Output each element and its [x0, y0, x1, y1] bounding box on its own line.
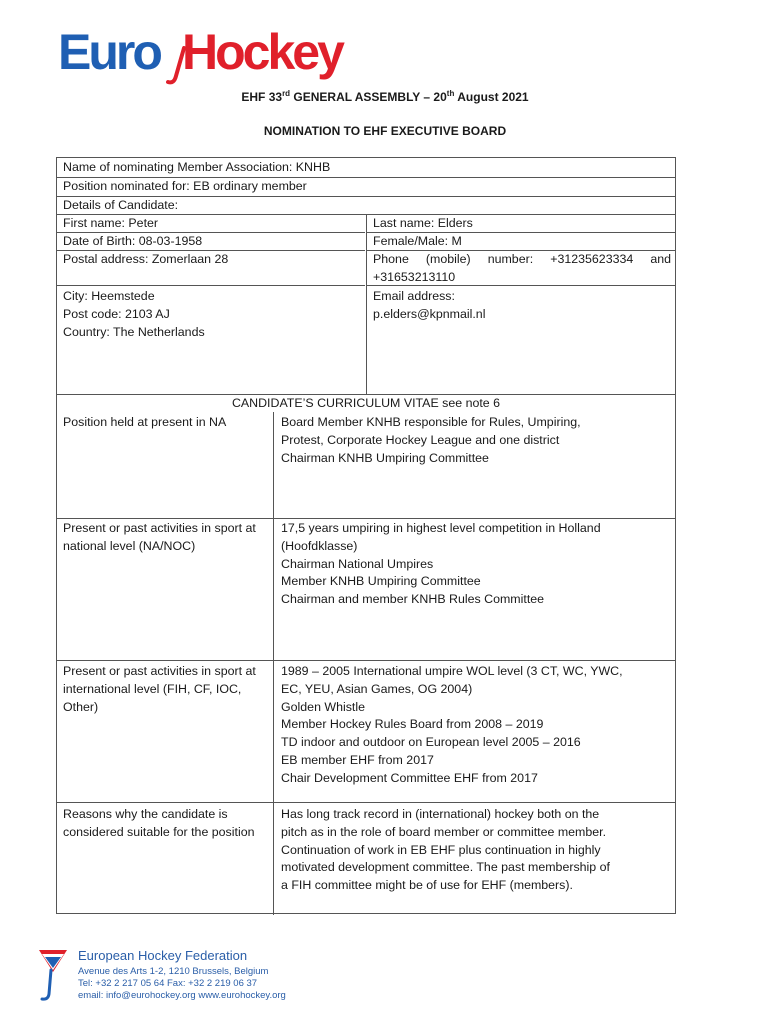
cv-value-reasons: Has long track record in (international) hockey both on the pitch as in the role of board member or committee member. Continuation of work in EB EHF plus continuation in highly motivated development committee. The past membership of a FIH committee might be of use for EHF (members).: [281, 807, 610, 893]
nomination-form: [56, 157, 676, 914]
federation-address: Avenue des Arts 1-2, 1210 Brussels, Belgium: [78, 966, 269, 977]
cv-label-international: Present or past activities in sport at international level (FIH, CF, IOC, Other): [63, 664, 256, 714]
nominating-association: Name of nominating Member Association: KNHB: [63, 160, 331, 174]
cv-title: CANDIDATE’S CURRICULUM VITAE see note 6: [231, 396, 501, 410]
cv-value-present-position: Board Member KNHB responsible for Rules, Umpiring, Protest, Corporate Hockey League and one district Chairman KNHB Umpiring Committee: [281, 415, 581, 465]
last-name: Last name: Elders: [373, 216, 473, 230]
logo-hockey-text: Hockey: [182, 24, 342, 80]
federation-web: email: info@eurohockey.org www.eurohockey.org: [78, 990, 286, 1001]
city: City: Heemstede: [63, 289, 155, 303]
cv-label-present-position: Position held at present in NA: [63, 415, 227, 429]
position-nominated: Position nominated for: EB ordinary member: [63, 179, 307, 193]
email-address: p.elders@kpnmail.nl: [373, 307, 486, 321]
details-label: Details of Candidate:: [63, 198, 179, 212]
federation-name: European Hockey Federation: [78, 948, 248, 963]
cv-value-international: 1989 – 2005 International umpire WOL level (3 CT, WC, YWC, EC, YEU, Asian Games, OG 2004) Golden Whistle Member Hockey Rules Board from 2008 – 2019 TD indoor and outdoor on European level 2005 – 2016 EB member EHF from 2017 Chair Development Committee EHF from 2017: [281, 664, 623, 785]
email-label: Email address:: [373, 289, 455, 303]
country: Country: The Netherlands: [63, 325, 205, 339]
date-of-birth: Date of Birth: 08-03-1958: [63, 234, 203, 248]
cv-label-reasons: Reasons why the candidate is considered suitable for the position: [63, 807, 255, 839]
assembly-heading: EHF 33rd GENERAL ASSEMBLY – 20th August 2021: [241, 89, 529, 104]
logo-euro-text: Euro: [58, 24, 160, 80]
ehf-logo-icon: [36, 946, 70, 1002]
cv-label-national: Present or past activities in sport at national level (NA/NOC): [63, 521, 256, 553]
federation-phone: Tel: +32 2 217 05 64 Fax: +32 2 219 06 37: [78, 978, 258, 989]
postal-address: Postal address: Zomerlaan 28: [63, 252, 229, 266]
cv-value-national: 17,5 years umpiring in highest level competition in Holland (Hoofdklasse) Chairman National Umpires Member KNHB Umpiring Committee Chairman and member KNHB Rules Committee: [281, 521, 601, 607]
eurohockey-logo: [58, 22, 378, 82]
gender: Female/Male: M: [373, 234, 462, 248]
phone-number: Phone (mobile) number: +31235623334 and +31653213110: [373, 252, 671, 284]
first-name: First name: Peter: [63, 216, 159, 230]
nomination-heading: NOMINATION TO EHF EXECUTIVE BOARD: [263, 124, 507, 138]
footer: [36, 946, 366, 1006]
post-code: Post code: 2103 AJ: [63, 307, 170, 321]
